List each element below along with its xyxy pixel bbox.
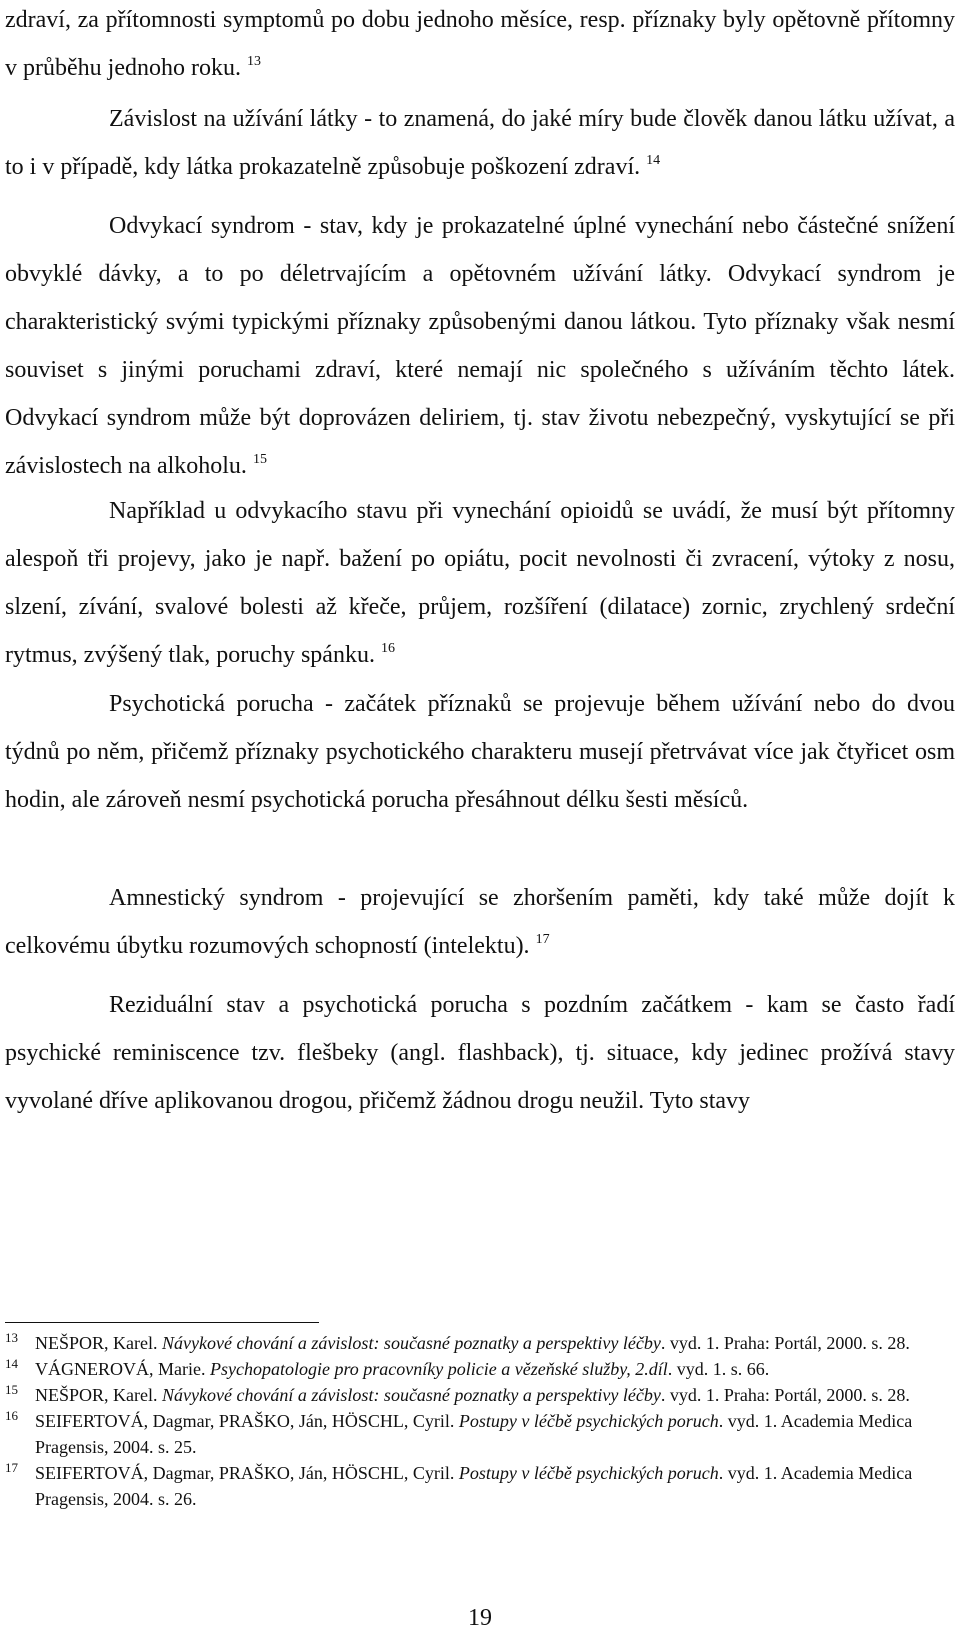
footnote-ref: 16 bbox=[380, 641, 395, 656]
footnote-title: Psychopatologie pro pracovníky policie a vězeňské služby, 2.díl bbox=[209, 1359, 668, 1379]
footnote-divider bbox=[5, 1322, 319, 1323]
paragraph-amnesticky-syndrom bbox=[5, 874, 955, 970]
paragraph-text: zdraví, za přítomnosti symptomů po dobu jednoho měsíce, resp. příznaky byly opětovně přítomny v průběhu jednoho roku. bbox=[5, 7, 955, 81]
footnote-ref: 17 bbox=[535, 932, 550, 947]
page-number: 19 bbox=[468, 1605, 492, 1631]
paragraph-text: Psychotická porucha - začátek příznaků se projevuje během užívání nebo do dvou týdnů po něm, přičemž příznaky psychotického charakteru musejí přetrvávat více jak čtyřicet osm hodin, ale zároveň nesmí psychotická porucha přesáhnout délku šesti měsíců. bbox=[5, 691, 955, 813]
footnote-number: 16 bbox=[5, 1408, 18, 1423]
footnote-details: . vyd. 1. s. 66. bbox=[667, 1359, 770, 1379]
paragraph-psychoticka-porucha bbox=[5, 680, 955, 824]
footnote-number: 15 bbox=[5, 1382, 18, 1397]
footnote-ref: 14 bbox=[646, 153, 661, 168]
footnote-title: Návykové chování a závislost: současné poznatky a perspektivy léčby bbox=[162, 1385, 661, 1405]
footnote-details: . vyd. 1. Praha: Portál, 2000. s. 28. bbox=[660, 1385, 910, 1405]
footnote-author: NEŠPOR, Karel. bbox=[35, 1385, 162, 1405]
footnote-number: 13 bbox=[5, 1330, 18, 1345]
footnotes bbox=[5, 1330, 955, 1512]
footnote-number: 14 bbox=[5, 1356, 18, 1371]
footnote-details: . vyd. 1. Academia Medica Pragensis, 2004. s. 26. bbox=[35, 1463, 913, 1509]
paragraph-opioidy bbox=[5, 487, 955, 679]
footnote-ref: 15 bbox=[252, 452, 267, 467]
footnote-16 bbox=[5, 1408, 955, 1460]
paragraph-text: Závislost na užívání látky - to znamená, do jaké míry bude člověk danou látku užívat, a to i v případě, kdy látka prokazatelně způsobuje poškození zdraví. bbox=[5, 106, 955, 180]
footnote-author: VÁGNEROVÁ, Marie. bbox=[35, 1359, 210, 1379]
footnote-author: SEIFERTOVÁ, Dagmar, PRAŠKO, Ján, HÖSCHL, Cyril. bbox=[35, 1463, 459, 1483]
paragraph-rezidualni-stav bbox=[5, 981, 955, 1125]
footnote-author: NEŠPOR, Karel. bbox=[35, 1333, 162, 1353]
footnote-14 bbox=[5, 1356, 955, 1382]
footnote-15 bbox=[5, 1382, 955, 1408]
footnote-ref: 13 bbox=[246, 54, 261, 69]
footnote-17 bbox=[5, 1460, 955, 1512]
paragraph-zavislost bbox=[5, 95, 955, 191]
paragraph-continuation bbox=[5, 0, 955, 92]
footnote-details: . vyd. 1. Praha: Portál, 2000. s. 28. bbox=[660, 1333, 910, 1353]
paragraph-text: Reziduální stav a psychotická porucha s pozdním začátkem - kam se často řadí psychické reminiscence tzv. flešbeky (angl. flashback), tj. situace, kdy jedinec prožívá stavy vyvolané dříve aplikovanou drogou, přičemž žádnou drogu neužil. Tyto stavy bbox=[5, 992, 955, 1114]
footnote-author: SEIFERTOVÁ, Dagmar, PRAŠKO, Ján, HÖSCHL, Cyril. bbox=[35, 1411, 459, 1431]
footnote-title: Postupy v léčbě psychických poruch bbox=[458, 1463, 719, 1483]
paragraph-text: Amnestický syndrom - projevující se zhoršením paměti, kdy také může dojít k celkovému úbytku rozumových schopností (intelektu). bbox=[5, 885, 955, 959]
footnote-13 bbox=[5, 1330, 955, 1356]
paragraph-text: Odvykací syndrom - stav, kdy je prokazatelné úplné vynechání nebo částečné snížení obvyklé dávky, a to po déletrvajícím a opětovném užívání látky. Odvykací syndrom je charakteristický svými typickými příznaky způsobenými danou látkou. Tyto příznaky však nesmí souviset s jinými poruchami zdraví, které nemají nic společného s užíváním těchto látek. Odvykací syndrom může být doprovázen deliriem, tj. stav životu nebezpečný, vyskytující se při závislostech na alkoholu. bbox=[5, 213, 955, 479]
footnote-title: Návykové chování a závislost: současné poznatky a perspektivy léčby bbox=[162, 1333, 661, 1353]
footnote-number: 17 bbox=[5, 1460, 18, 1475]
paragraph-odvykaci-syndrom bbox=[5, 202, 955, 490]
paragraph-text: Například u odvykacího stavu při vynechání opioidů se uvádí, že musí být přítomny alespoň tři projevy, jako je např. bažení po opiátu, pocit nevolnosti či zvracení, výtoky z nosu, slzení, zívání, svalové bolesti až křeče, průjem, rozšíření (dilatace) zornic, zrychlený srdeční rytmus, zvýšený tlak, poruchy spánku. bbox=[5, 498, 955, 668]
footnote-details: . vyd. 1. Academia Medica Pragensis, 2004. s. 25. bbox=[35, 1411, 913, 1457]
footnote-title: Postupy v léčbě psychických poruch bbox=[458, 1411, 719, 1431]
